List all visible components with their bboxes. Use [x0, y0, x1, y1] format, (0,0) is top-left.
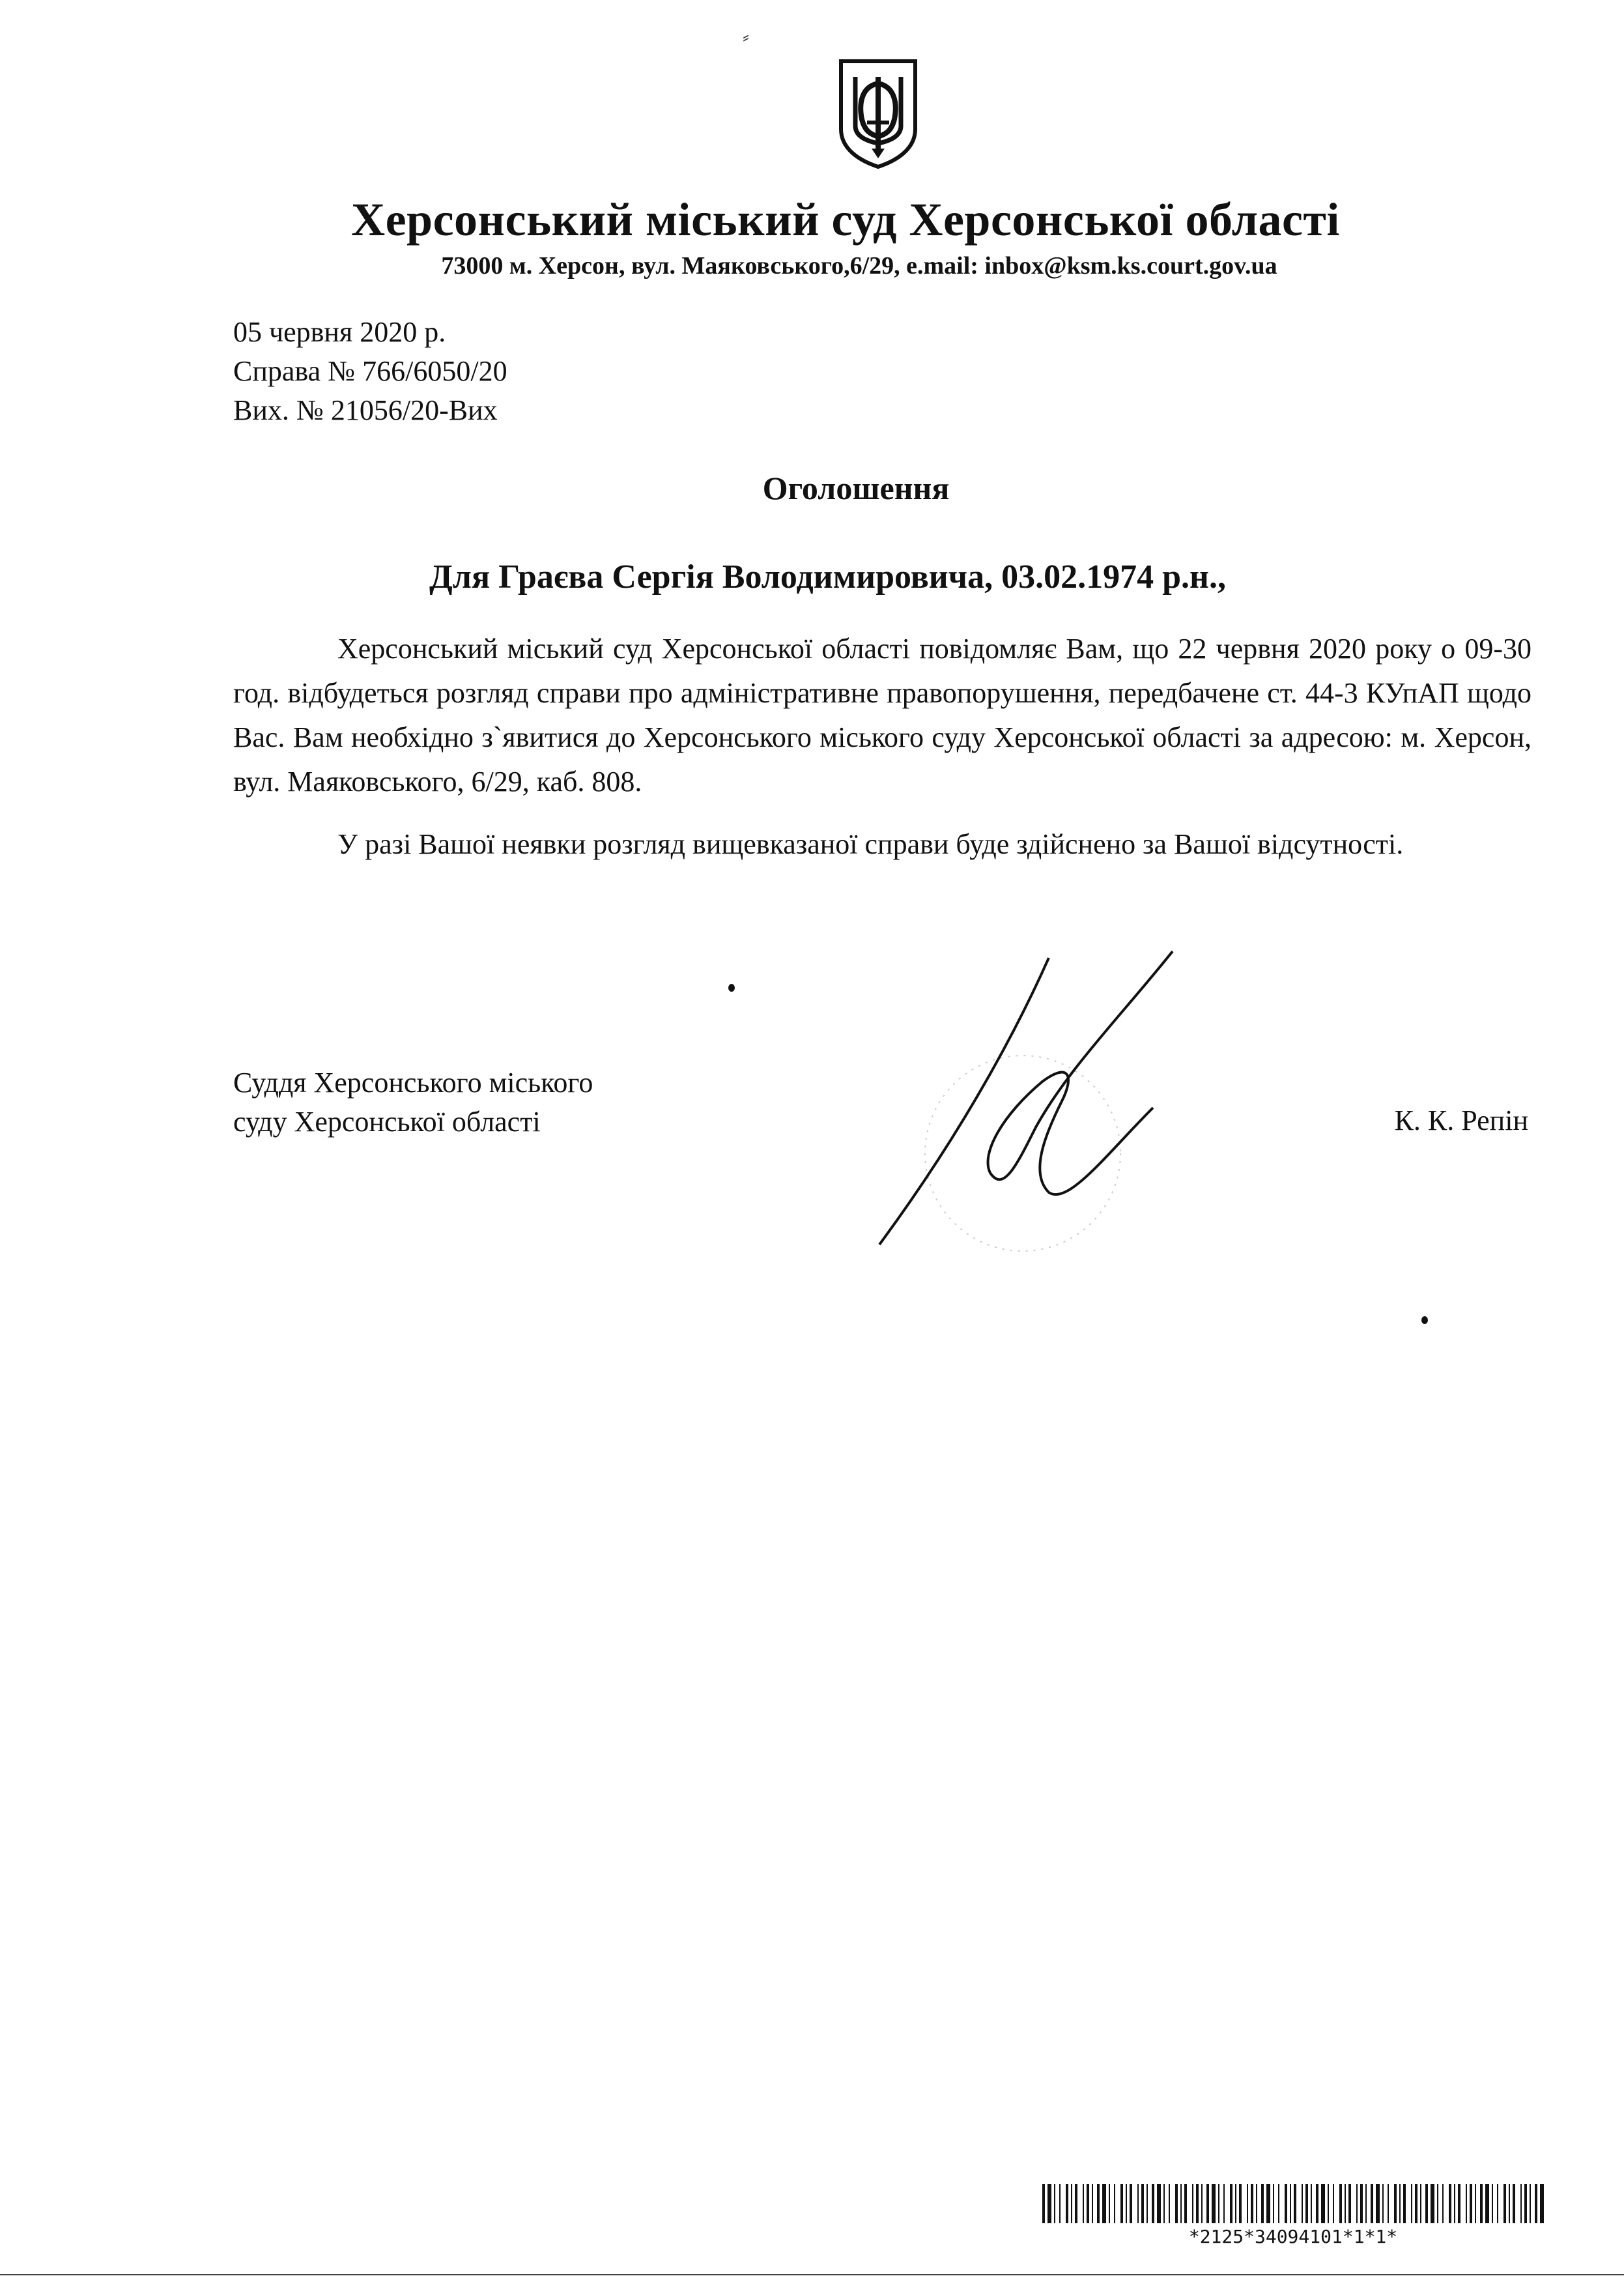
addressee	[0, 558, 1624, 596]
barcode-text: *2125*34094101*1*1*	[1188, 2226, 1398, 2247]
trident-emblem-icon	[836, 57, 920, 169]
document-date: 05 червня 2020 р.	[233, 316, 446, 348]
court-title	[0, 193, 1624, 247]
scan-speck	[1421, 1316, 1428, 1324]
barcode	[1042, 2184, 1544, 2223]
judge-position-line-1: Суддя Херсонського міського	[233, 1067, 593, 1099]
court-title-text: Херсонський міський суд Херсонської області	[351, 194, 1340, 246]
scan-mark: ⸗	[743, 26, 749, 48]
document-meta	[233, 313, 507, 430]
document-heading-text: Оголошення	[762, 470, 950, 506]
case-number: Справа № 766/6050/20	[233, 355, 507, 387]
notice-paragraph-1: Херсонський міський суд Херсонської області повідомляє Вам, що 22 червня 2020 року о 09-30 год. відбудеться розгляд справи про адміністративне правопорушення, передбачене ст. 44-3 КУпАП щодо Вас. Вам необхідно з`явитися до Херсонського міського суду Херсонської області за адресою: м. Херсон, вул. Маяковського, 6/29, каб. 808.	[233, 633, 1531, 798]
addressee-text: Для Граєва Сергія Володимировича, 03.02.1974 р.н.,	[429, 558, 1226, 596]
notice-paragraph-2: У разі Вашої неявки розгляд вищевказаної справи буде здійснено за Вашої відсутності.	[337, 828, 1404, 860]
page-edge-line	[0, 2274, 1624, 2275]
scan-speck	[728, 984, 735, 992]
outgoing-number: Вих. № 21056/20-Вих	[233, 394, 498, 426]
court-address-text: 73000 м. Херсон, вул. Маяковського,6/29, e.mail: inbox@ksm.ks.court.gov.ua	[441, 252, 1277, 280]
document-heading	[0, 469, 1624, 507]
judge-position	[233, 1063, 593, 1142]
judge-name: К. К. Репін	[1394, 1104, 1528, 1136]
judge-position-line-2: суду Херсонської області	[233, 1106, 541, 1138]
court-address	[0, 252, 1624, 280]
handwritten-signature	[873, 938, 1199, 1277]
